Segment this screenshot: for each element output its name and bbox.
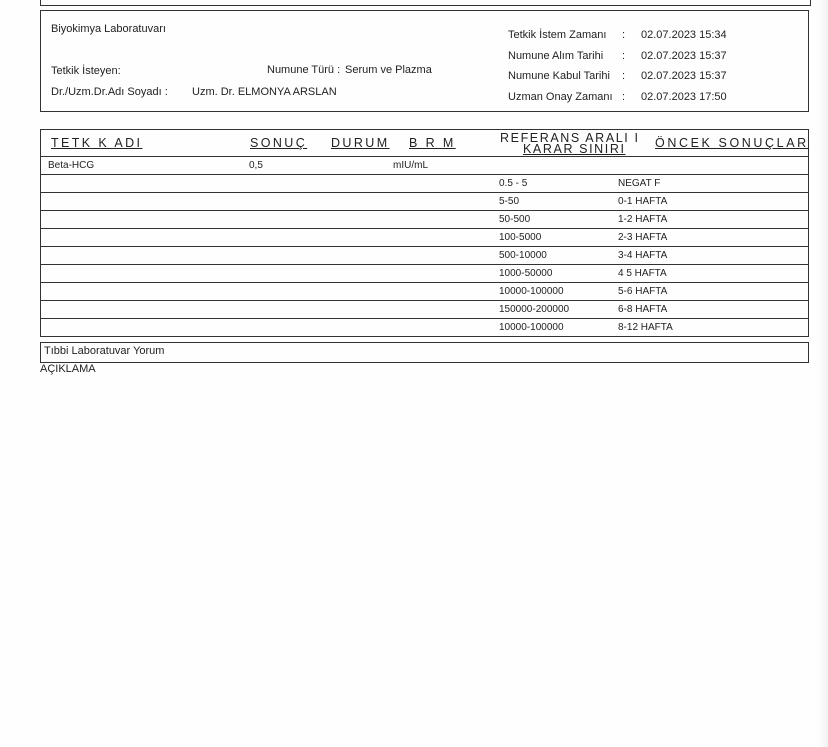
request-time-sep: : xyxy=(622,29,626,41)
approval-time-value: 02.07.2023 17:50 xyxy=(641,91,727,103)
reference-row xyxy=(40,301,809,319)
reference-range: 500-10000 xyxy=(499,250,547,261)
sample-type-value: Serum ve Plazma xyxy=(345,64,432,76)
reference-label: 4 5 HAFTA xyxy=(618,268,667,279)
reference-range: 5-50 xyxy=(499,196,520,207)
reference-row xyxy=(40,175,809,193)
reference-row xyxy=(40,193,809,211)
reference-range: 100-5000 xyxy=(499,232,542,243)
reference-row xyxy=(40,265,809,283)
reference-label: 3-4 HAFTA xyxy=(618,250,668,261)
header-cut-strip xyxy=(40,0,811,6)
reference-label: 1-2 HAFTA xyxy=(618,214,668,225)
sample-taken-value: 02.07.2023 15:37 xyxy=(641,50,727,62)
doctor-value: Uzm. Dr. ELMONYA ARSLAN xyxy=(192,86,337,98)
lab-comment-label: Tıbbi Laboratuvar Yorum xyxy=(44,345,165,357)
requester-label: Tetkik İsteyen: xyxy=(51,65,121,77)
page-edge-shadow xyxy=(818,0,828,747)
test-unit: mIU/mL xyxy=(393,160,428,171)
reference-label: 0-1 HAFTA xyxy=(618,196,668,207)
reference-row xyxy=(40,229,809,247)
results-table-header xyxy=(40,129,809,157)
col-status: DURUM xyxy=(331,136,390,150)
reference-range: 10000-100000 xyxy=(499,286,564,297)
col-reference-line2: KARAR SINIRI xyxy=(523,142,626,156)
col-unit: B R M xyxy=(409,136,456,150)
col-reference-line1: REFERANS ARALI I xyxy=(500,131,640,145)
reference-range: 50-500 xyxy=(499,214,531,225)
reference-label: 6-8 HAFTA xyxy=(618,304,668,315)
approval-time-label: Uzman Onay Zamanı xyxy=(508,91,613,103)
lab-comment-box xyxy=(40,342,809,363)
explanation-label: AÇIKLAMA xyxy=(40,363,96,375)
test-name: Beta-HCG xyxy=(48,160,95,171)
sample-accepted-label: Numune Kabul Tarihi xyxy=(508,70,610,82)
test-row xyxy=(40,157,809,175)
reference-label: 2-3 HAFTA xyxy=(618,232,668,243)
sample-type-label: Numune Türü : xyxy=(267,64,341,76)
request-time-label: Tetkik İstem Zamanı xyxy=(508,29,607,41)
reference-label: 5-6 HAFTA xyxy=(618,286,668,297)
reference-range: 10000-100000 xyxy=(499,322,564,333)
reference-label: 8-12 HAFTA xyxy=(618,322,673,333)
reference-range: 150000-200000 xyxy=(499,304,570,315)
report-header-box xyxy=(40,10,809,112)
col-result: SONUÇ xyxy=(250,136,308,150)
request-time-value: 02.07.2023 15:34 xyxy=(641,29,727,41)
col-test-name: TETK K ADI xyxy=(51,136,143,150)
reference-row xyxy=(40,211,809,229)
test-result: 0,5 xyxy=(249,160,263,171)
lab-name: Biyokimya Laboratuvarı xyxy=(51,23,166,35)
reference-label: NEGAT F xyxy=(618,178,661,189)
doctor-label: Dr./Uzm.Dr.Adı Soyadı : xyxy=(51,86,168,98)
col-previous-results: ÖNCEK SONUÇLAR xyxy=(655,136,809,150)
reference-row xyxy=(40,283,809,301)
sample-taken-label: Numune Alım Tarihi xyxy=(508,50,604,62)
sample-accepted-value: 02.07.2023 15:37 xyxy=(641,70,727,82)
sample-taken-sep: : xyxy=(622,50,626,62)
reference-range: 0.5 - 5 xyxy=(499,178,528,189)
reference-range: 1000-50000 xyxy=(499,268,553,279)
sample-accepted-sep: : xyxy=(622,70,626,82)
reference-row xyxy=(40,319,809,337)
reference-row xyxy=(40,247,809,265)
approval-time-sep: : xyxy=(622,91,626,103)
